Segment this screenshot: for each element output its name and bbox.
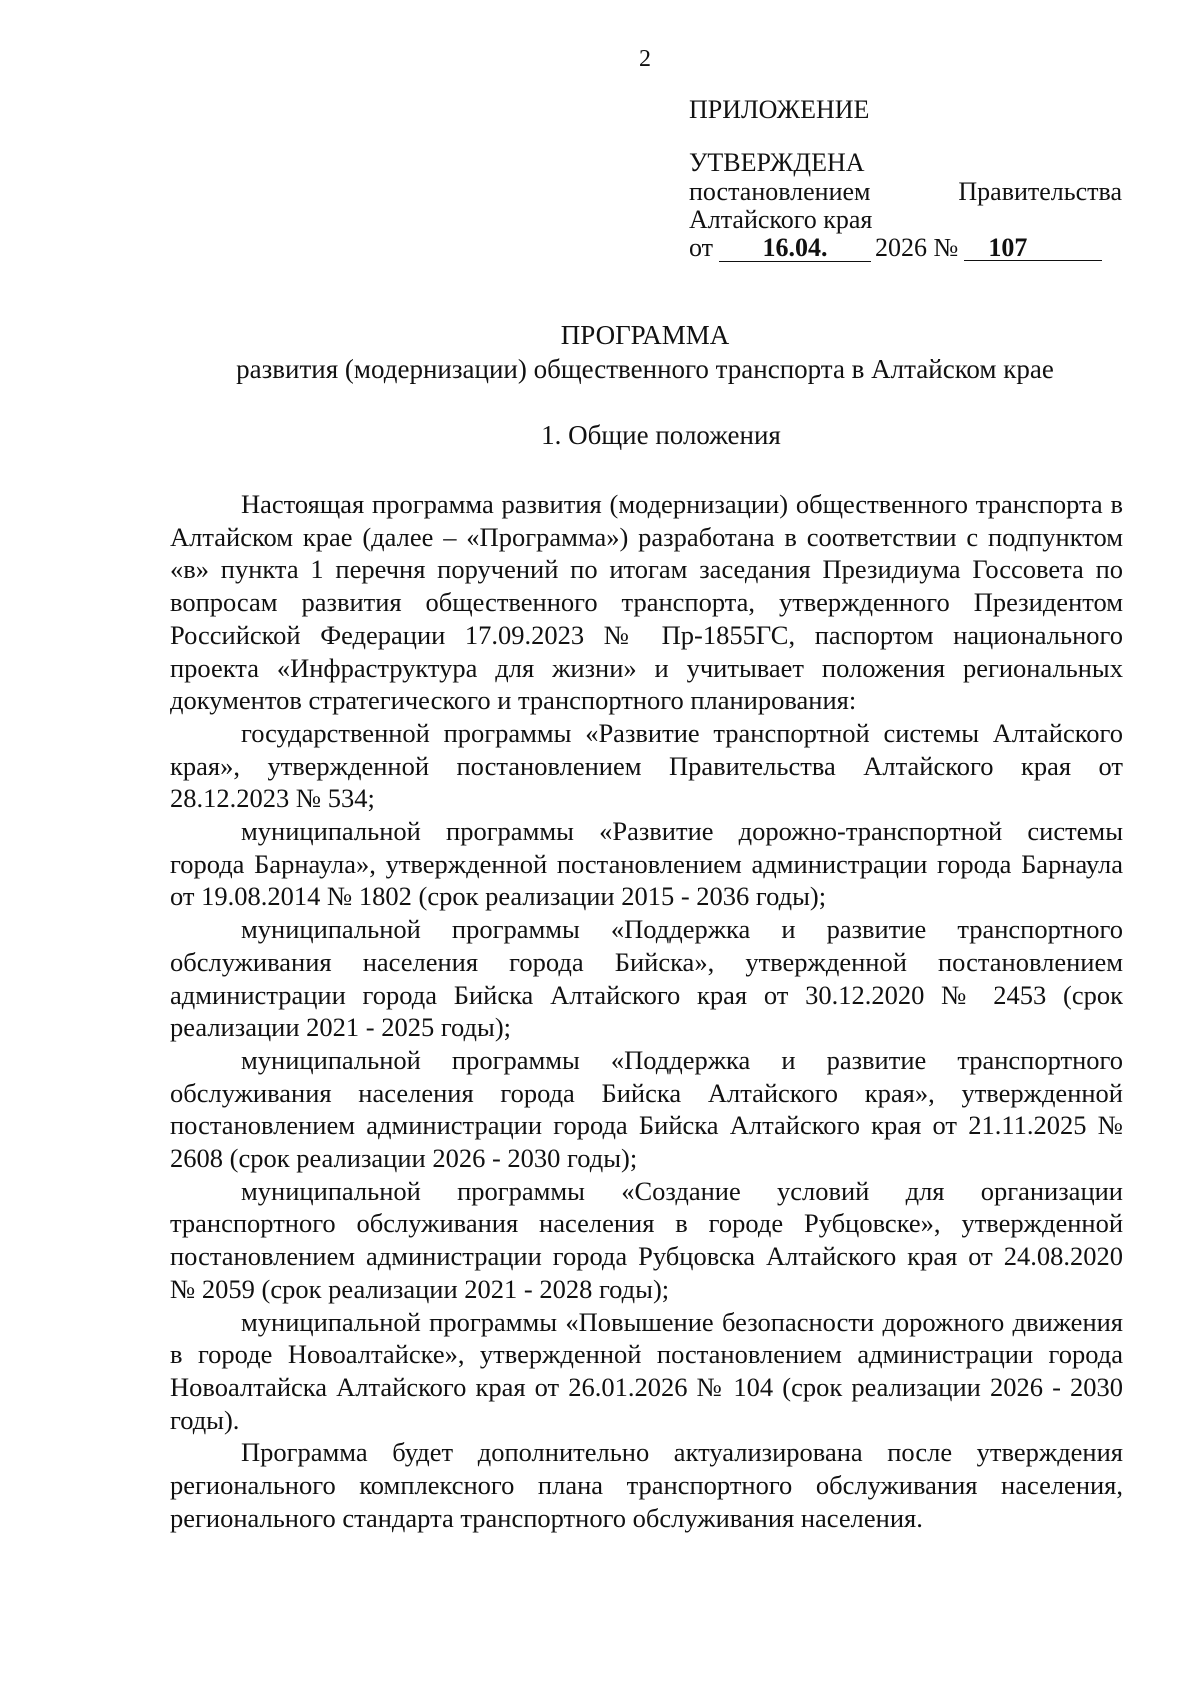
government-text: Правительства bbox=[958, 177, 1122, 206]
paragraph: государственной программы «Развитие транспортной системы Алтайского края», утвержденной постановлением Правительства Алтайского края от 28.12.2023 № 534; bbox=[170, 717, 1123, 814]
from-label: от bbox=[689, 233, 714, 262]
paragraph: Настоящая программа развития (модернизации) общественного транспорта в Алтайском крае (далее – «Программа») разработана в соответствии с подпунктом «в» пункта 1 перечня поручений по итогам заседания Президиума Госсовета по вопросам развития общественного транспорта, утвержденного Президентом Российской Федерации 17.09.2023 № Пр-1855ГС, паспортом национального проекта «Инфраструктура для жизни» и учитывает положения региональных документов стратегического и транспортного планирования: bbox=[170, 489, 1123, 716]
body-text bbox=[170, 488, 1123, 1535]
decree-date: 16.04. bbox=[719, 235, 871, 262]
document-title: ПРОГРАММА bbox=[560, 320, 730, 350]
paragraph: муниципальной программы «Поддержка и развитие транспортного обслуживания населения города Бийска», утвержденной постановлением администрации города Бийска Алтайского края от 30.12.2020 № 2453 (срок реализации 2021 - 2025 годы); bbox=[170, 914, 1123, 1043]
appendix-label: ПРИЛОЖЕНИЕ bbox=[689, 95, 870, 124]
decree-line bbox=[689, 178, 1122, 206]
paragraph: муниципальной программы «Развитие дорожно-транспортной системы города Барнаула», утвержденной постановлением администрации города Барнаула от 19.08.2014 № 1802 (срок реализации 2015 - 2036 годы); bbox=[170, 816, 1123, 912]
approval-block bbox=[689, 94, 1122, 262]
date-number-line bbox=[689, 234, 1122, 262]
document-subtitle: развития (модернизации) общественного транспорта в Алтайском крае bbox=[236, 354, 1054, 384]
section-heading: 1. Общие положения bbox=[541, 420, 781, 450]
page-number: 2 bbox=[639, 46, 651, 72]
decree-number: 107 bbox=[964, 235, 1102, 261]
paragraph: муниципальной программы «Поддержка и развитие транспортного обслуживания населения города Бийска Алтайского края», утвержденной постановлением администрации города Бийска Алтайского края от 21.11.2025 № 2608 (срок реализации 2026 - 2030 годы); bbox=[170, 1044, 1123, 1174]
region-text: Алтайского края bbox=[689, 205, 873, 234]
decree-year: 2026 № bbox=[875, 233, 959, 262]
paragraph: Программа будет дополнительно актуализирована после утверждения регионального комплексного плана транспортного обслуживания населения, регионального стандарта транспортного обслуживания населения. bbox=[170, 1437, 1123, 1533]
approved-label: УТВЕРЖДЕНА bbox=[689, 148, 865, 177]
by-decree-text: постановлением bbox=[689, 177, 871, 206]
paragraph: муниципальной программы «Создание условий для организации транспортного обслуживания населения в городе Рубцовске», утвержденной постановлением администрации города Рубцовска Алтайского края от 24.08.2020 № 2059 (срок реализации 2021 - 2028 годы); bbox=[170, 1175, 1123, 1304]
paragraph: муниципальной программы «Повышение безопасности дорожного движения в городе Новоалтайске», утвержденной постановлением администрации города Новоалтайска Алтайского края от 26.01.2026 № 104 (срок реализации 2026 - 2030 годы). bbox=[170, 1306, 1123, 1435]
